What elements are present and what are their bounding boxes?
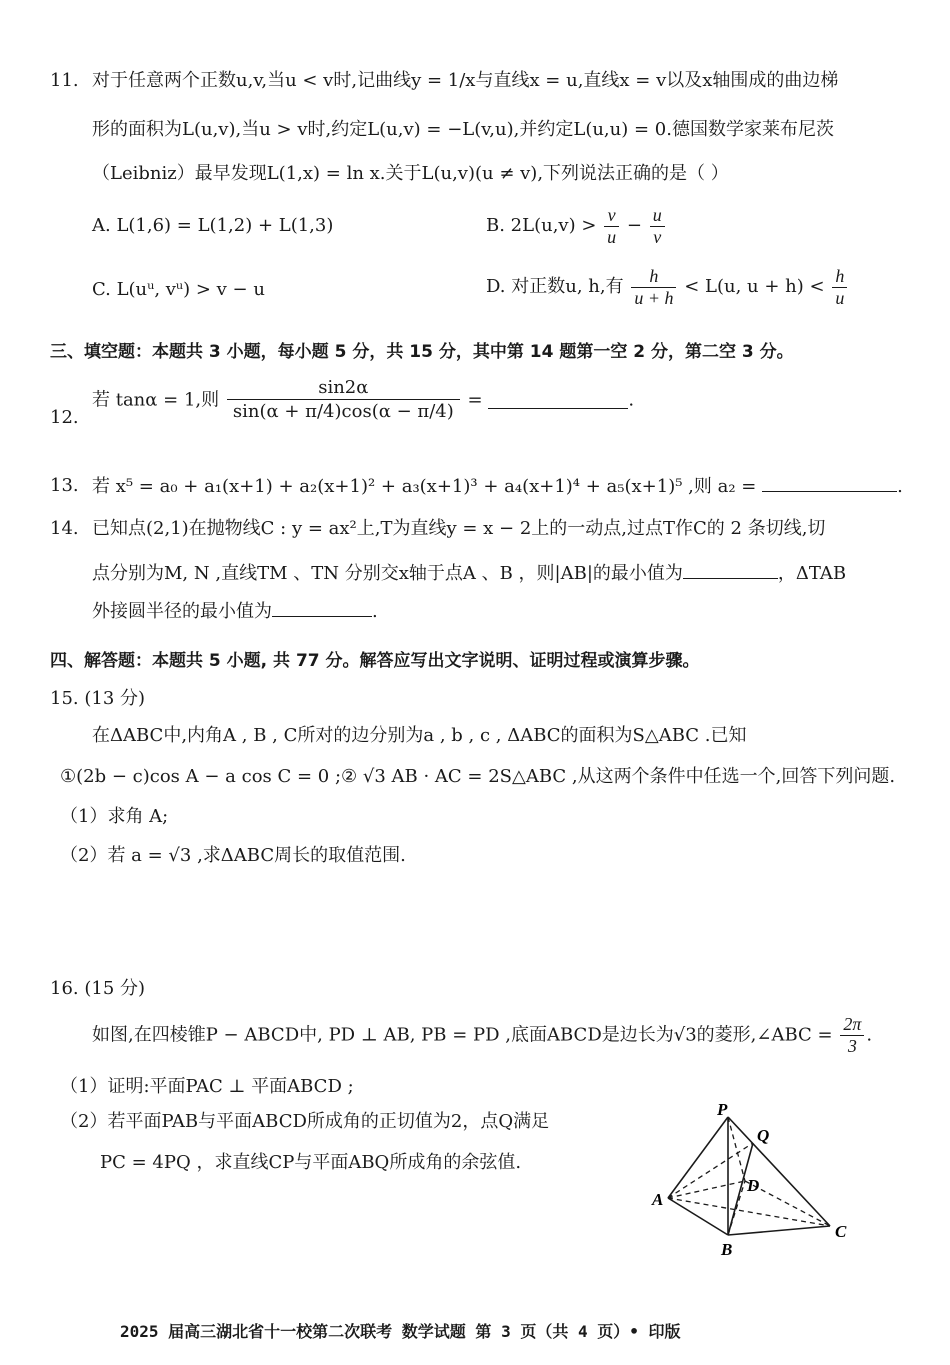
q16-part1: （1）证明:平面PAC ⊥ 平面ABCD ;	[60, 1076, 354, 1097]
q11-option-b: B. 2L(u,v) > $\frac{v}{u}$ − $\frac{u}{v}$	[486, 205, 667, 247]
q14-line3: 外接圆半径的最小值为 .	[92, 601, 378, 622]
q11-line2: 形的面积为L(u,v),当u > v时,约定L(u,v) = −L(v,u),并约定L(u,u) = 0.德国数学家莱布尼茨	[92, 119, 834, 140]
q14-answer-blank-2[interactable]	[272, 600, 372, 617]
q14-answer-blank-1[interactable]	[683, 562, 778, 579]
q13-answer-blank[interactable]	[762, 475, 897, 492]
q16-part2-line2: PC = 4PQ ，求直线CP与平面ABQ所成角的余弦值.	[100, 1152, 522, 1173]
section-4-heading: 四、解答题：本题共 5 小题, 共 77 分。解答应写出文字说明、证明过程或演算步骤。	[50, 651, 700, 671]
label-b: B	[721, 1240, 733, 1259]
q12-body: 若 tanα = 1,则 $\frac{\sin 2\alpha}{\sin(\alpha + \pi/4)\cos(\alpha - \pi/4)}$ = .	[92, 377, 635, 422]
q15-header: 15. (13 分)	[50, 688, 146, 709]
edge-pa	[668, 1117, 728, 1198]
q11-option-d: D. 对正数u, h,有 $\frac{h}{u + h}$ < L(u, u + h) < $\frac{h}{u}$	[486, 266, 849, 308]
label-d: D	[747, 1176, 760, 1195]
label-q: Q	[757, 1126, 770, 1145]
q12-answer-blank[interactable]	[488, 392, 628, 409]
section-3-heading: 三、填空题：本题共 3 小题，每小题 5 分，共 15 分，其中第 14 题第一空 2 分，第二空 3 分。	[50, 342, 794, 362]
q15-line1: 在ΔABC中,内角A , B , C所对的边分别为a , b , c , ΔABC的面积为S△ABC .已知	[92, 725, 747, 746]
q11-line1: 对于任意两个正数u,v,当u < v时,记曲线y = 1/x与直线x = u,直线x = v以及x轴围成的曲边梯	[92, 70, 839, 91]
q16-line1: 如图,在四棱锥P − ABCD中, PD ⊥ AB, PB = PD ,底面ABCD是边长为√3的菱形,∠ABC = $\frac{2\pi}{3}$ .	[92, 1014, 873, 1056]
q16-part2-line1: （2）若平面PAB与平面ABCD所成角的正切值为2，点Q满足	[60, 1111, 550, 1132]
label-p: P	[717, 1100, 728, 1119]
q16-header: 16. (15 分)	[50, 978, 146, 999]
q14-line1: 已知点(2,1)在抛物线C : y = ax²上,T为直线y = x − 2上的一动点,过点T作C的 2 条切线,切	[92, 518, 826, 539]
q15-part2: （2）若 a = √3 ,求ΔABC周长的取值范围.	[60, 845, 406, 866]
label-c: C	[835, 1222, 847, 1241]
q13-body: 若 x⁵ = a₀ + a₁(x+1) + a₂(x+1)² + a₃(x+1)³ + a₄(x+1)⁴ + a₅(x+1)⁵ ,则 a₂ = .	[92, 476, 903, 497]
q11-option-c: C. L(uᵘ, vᵘ) > v − u	[92, 279, 265, 300]
q11-option-a: A. L(1,6) = L(1,2) + L(1,3)	[92, 215, 334, 236]
q11-line3: （Leibniz）最早发现L(1,x) = ln x.关于L(u,v)(u ≠ v),下列说法正确的是（ ）	[92, 163, 729, 184]
page-footer: 2025 届高三湖北省十一校第二次联考 数学试题 第 3 页（共 4 页）• 印版	[120, 1322, 681, 1341]
q11-number: 11.	[50, 70, 79, 91]
q13-number: 13.	[50, 475, 79, 496]
q15-line2: ①(2b − c)cos A − a cos C = 0 ;② √3 AB · AC = 2S△ABC ,从这两个条件中任选一个,回答下列问题.	[60, 766, 896, 787]
q14-number: 14.	[50, 518, 79, 539]
label-a: A	[652, 1190, 664, 1209]
q12-number: 12.	[50, 407, 79, 428]
q15-part1: （1）求角 A;	[60, 806, 169, 827]
pyramid-figure	[640, 1095, 870, 1275]
edge-ac	[668, 1198, 830, 1226]
edge-pc	[728, 1117, 830, 1226]
q14-line2: 点分别为M, N ,直线TM 、TN 分别交x轴于点A 、B ，则|AB|的最小值为 ，ΔTAB	[92, 563, 847, 584]
edge-bc	[728, 1226, 830, 1235]
